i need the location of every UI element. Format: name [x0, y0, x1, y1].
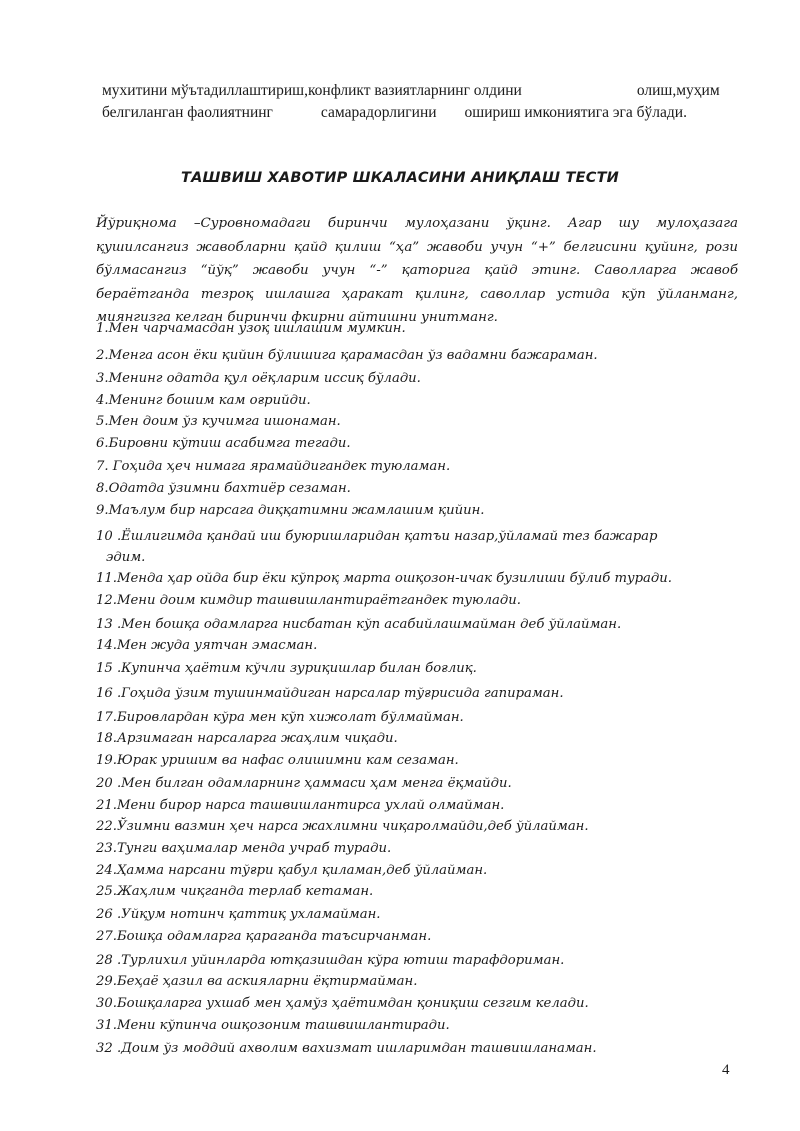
intro-line-1-right: олиш,муҳим: [636, 82, 720, 99]
list-item: 28 .Турлихил уйинларда ютқазишдан кўра ютиш тарафдориман.: [96, 953, 565, 968]
list-item: 7. Гоҳида ҳеч нимага ярамайдигандек туюламан.: [96, 459, 451, 474]
list-item: 29.Беҳаё ҳазил ва аскияларни ёқтирмайман.: [96, 974, 418, 989]
list-item: 6.Бировни кўтиш асабимга тегади.: [96, 436, 351, 451]
intro-line-2: [102, 102, 762, 124]
intro-line-2-a: белгиланган фаолиятнинг: [102, 104, 273, 121]
list-item: 22.Ўзимни вазмин ҳеч нарса жахлимни чиқаролмайди,деб ўйлайман.: [96, 819, 589, 834]
list-item: 16 .Гоҳида ўзим тушинмайдиган нарсалар тўғрисида гапираман.: [96, 686, 564, 701]
list-item: 18.Арзимаган нарсаларга жаҳлим чиқади.: [96, 731, 398, 746]
list-item: 17.Бировлардан кўра мен кўп хижолат бўлмайман.: [96, 710, 464, 725]
intro-line-2-b: самарадорлигини: [320, 104, 437, 121]
list-item: 3.Менинг одатда қул оёқларим иссиқ бўлади.: [96, 371, 421, 386]
intro-line-2-c: ошириш имкониятига эга бўлади.: [464, 104, 687, 121]
instruction-paragraph: Йўриқнома –Суровномадаги биринчи мулоҳазани ўқинг. Агар шу мулоҳазага қушилсангиз жавобларни қайд қилиш “ҳа” жавоби учун “+” белгисини қуйинг, рози бўлмасангиз “йўқ” жавоби учун “-” қаторига қайд этинг. Саволларга жавоб бераётганда тезроқ ишлашга ҳаракат қилинг, саволлар устида кўп ўйланманг, миянгизга келган биринчи фкирни айтишни унитманг.: [96, 216, 738, 325]
list-item: 24.Ҳамма нарсани тўғри қабул қиламан,деб ўйлайман.: [96, 863, 488, 878]
intro-line-1: [102, 80, 762, 102]
list-item: 19.Юрак уришим ва нафас олишимни кам сезаман.: [96, 753, 459, 768]
list-item: 21.Мени бирор нарса ташвишлантирса ухлай олмайман.: [96, 798, 505, 813]
test-title: ТАШВИШ ХАВОТИР ШКАЛАСИНИ АНИҚЛАШ ТЕСТИ: [180, 170, 620, 186]
list-item: 32 .Доим ўз моддий ахволим вахизмат ишларимдан ташвишланаман.: [96, 1041, 597, 1056]
list-item: 20 .Мен билган одамларнинг ҳаммаси ҳам менга ёқмайди.: [96, 776, 512, 791]
list-item: 31.Мени кўпинча ошқозоним ташвишлантиради.: [96, 1018, 450, 1033]
page-number: 4: [722, 1062, 730, 1078]
list-item: 30.Бошқаларга ухшаб мен ҳамўз ҳаётимдан қониқиш сезгим келади.: [96, 996, 589, 1011]
list-item: 4.Менинг бошим кам оғрийди.: [96, 393, 311, 408]
list-item: 8.Одатда ўзимни бахтиёр сезаман.: [96, 481, 351, 496]
list-item: 1.Мен чарчамасдан узоқ ишлашим мумкин.: [96, 321, 406, 336]
list-item-continuation: эдим.: [106, 550, 146, 565]
list-item: 14.Мен жуда уятчан эмасман.: [96, 638, 318, 653]
list-item: 2.Менга асон ёки қийин бўлишига қарамасдан ўз вадамни бажараман.: [96, 348, 598, 363]
list-item: 15 .Купинча ҳаётим кўчли зуриқишлар билан боғлиқ.: [96, 661, 477, 676]
intro-line-1-left: мухитини мўътадиллаштириш,конфликт вазиятларнинг олдини: [102, 82, 522, 99]
list-item: 12.Мени доим кимдир ташвишлантираётгандек туюлади.: [96, 593, 521, 608]
list-item: 9.Маълум бир нарсага диққатимни жамлашим қийин.: [96, 503, 485, 518]
list-item: 11.Менда ҳар ойда бир ёки кўпроқ марта ошқозон-ичак бузилиши бўлиб туради.: [96, 571, 672, 586]
list-item: 5.Мен доим ўз кучимга ишонаман.: [96, 414, 341, 429]
list-item: 26 .Уйқум нотинч қаттиқ ухламайман.: [96, 907, 381, 922]
list-item: 27.Бошқа одамларга қараганда таъсирчанман.: [96, 929, 432, 944]
list-item: 13 .Мен бошқа одамларга нисбатан кўп асабийлашмайман деб ўйлайман.: [96, 617, 622, 632]
list-item: 25.Жаҳлим чиқганда терлаб кетаман.: [96, 884, 374, 899]
list-item: 23.Тунги ваҳималар менда учраб туради.: [96, 841, 392, 856]
intro-paragraph: [102, 80, 762, 124]
list-item: 10 .Ёшлигимда қандай иш буюришларидан қатъи назар,ўйламай тез бажарар: [96, 529, 658, 544]
